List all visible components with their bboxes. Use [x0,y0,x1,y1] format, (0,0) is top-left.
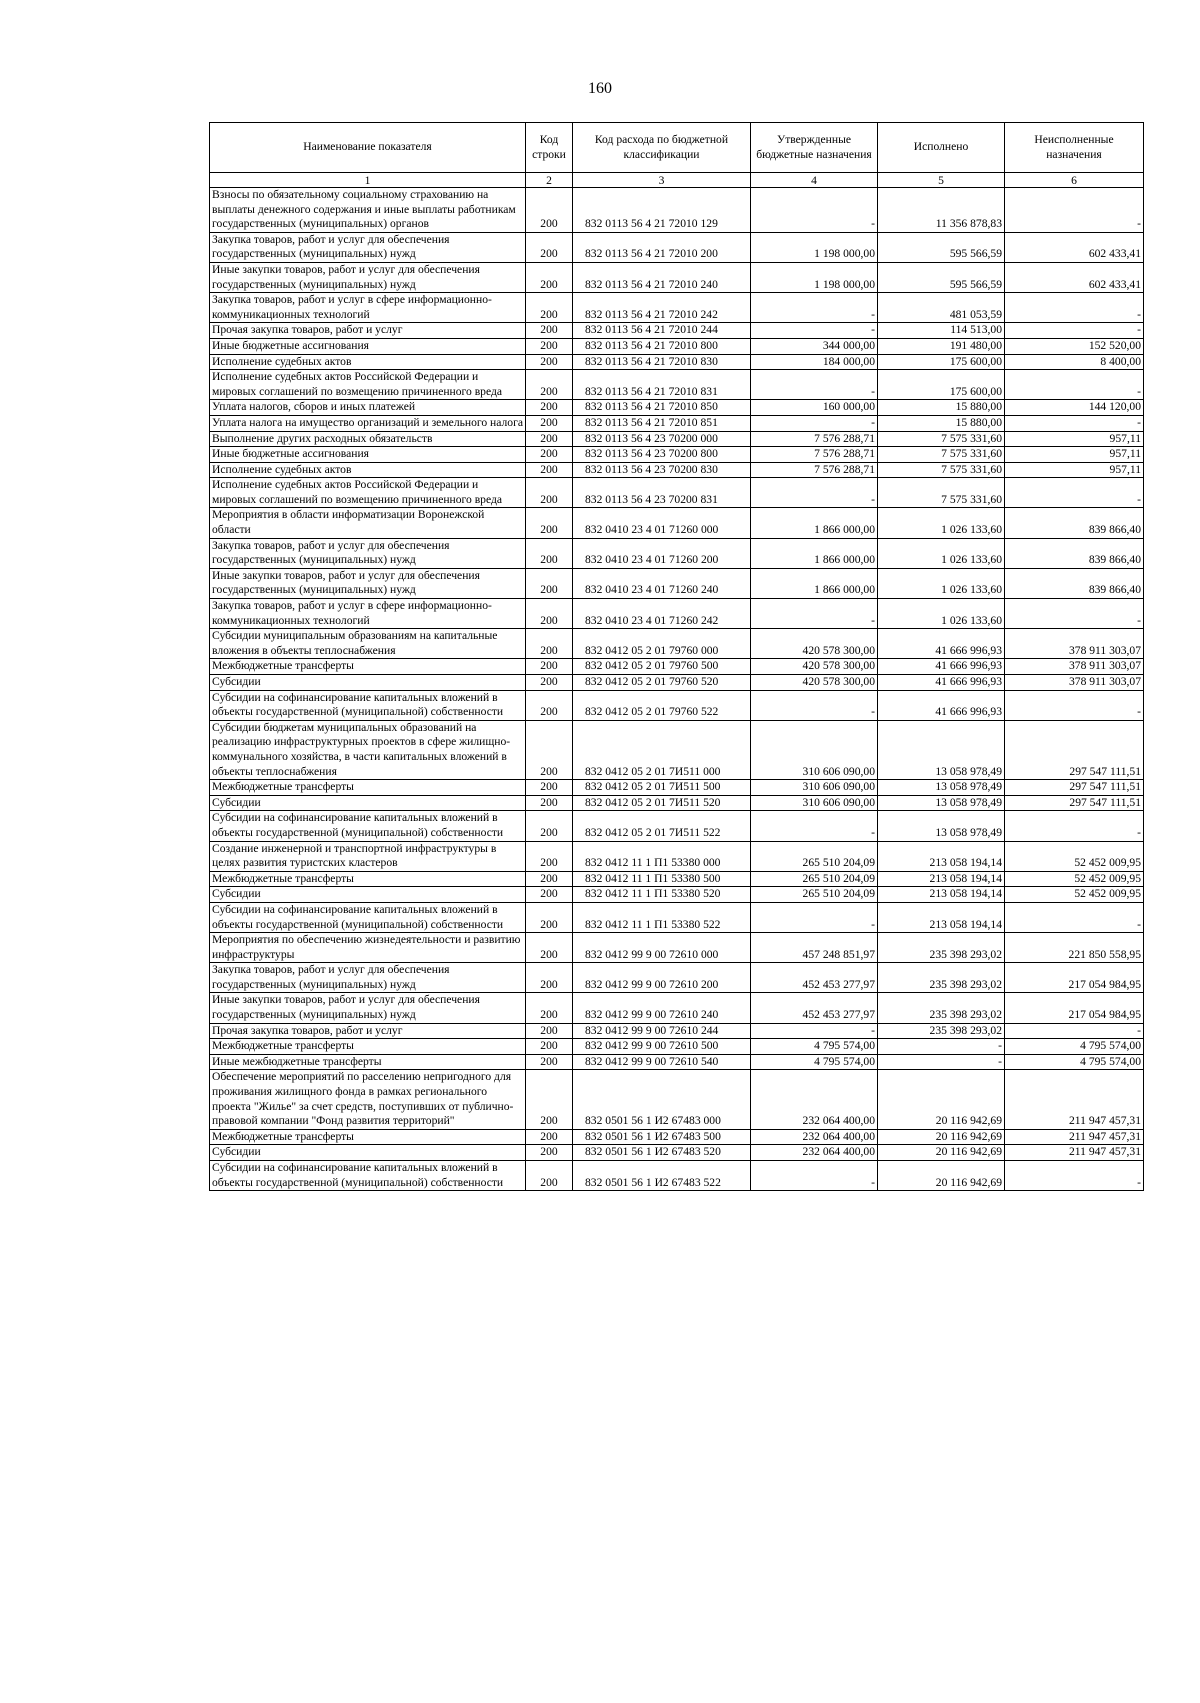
row-line-code: 200 [526,629,573,659]
row-unexecuted-amount: - [1005,293,1144,323]
row-unexecuted-amount: 52 452 009,95 [1005,871,1144,887]
row-approved-amount: - [751,293,878,323]
row-name: Исполнение судебных актов Российской Федерации и мировых соглашений по возмещению причиненного вреда [210,478,526,508]
row-name: Иные закупки товаров, работ и услуг для обеспечения государственных (муниципальных) нужд [210,568,526,598]
table-row [210,1039,1144,1055]
row-budget-code: 832 0113 56 4 21 72010 800 [573,338,751,354]
row-executed-amount: 13 058 978,49 [878,811,1005,841]
column-number: 2 [526,173,573,188]
table-row [210,1070,1144,1129]
row-name: Обеспечение мероприятий по расселению непригодного для проживания жилищного фонда в рамках регионального проекта "Жилье" за счет средств, поступивших от публично-правовой компании "Фонд развития территорий" [210,1070,526,1129]
row-unexecuted-amount: 297 547 111,51 [1005,720,1144,779]
row-unexecuted-amount: 378 911 303,07 [1005,659,1144,675]
table-row [210,478,1144,508]
row-approved-amount: 344 000,00 [751,338,878,354]
table-row [210,690,1144,720]
table-row [210,811,1144,841]
row-executed-amount: 235 398 293,02 [878,963,1005,993]
table-row [210,871,1144,887]
row-line-code: 200 [526,993,573,1023]
row-budget-code: 832 0412 05 2 01 79760 500 [573,659,751,675]
row-name: Иные межбюджетные трансферты [210,1054,526,1070]
row-budget-code: 832 0412 99 9 00 72610 500 [573,1039,751,1055]
row-budget-code: 832 0412 05 2 01 79760 522 [573,690,751,720]
row-budget-code: 832 0412 05 2 01 79760 000 [573,629,751,659]
row-unexecuted-amount: 602 433,41 [1005,232,1144,262]
row-executed-amount: 1 026 133,60 [878,568,1005,598]
row-line-code: 200 [526,887,573,903]
row-executed-amount: 13 058 978,49 [878,795,1005,811]
row-executed-amount: 20 116 942,69 [878,1145,1005,1161]
row-approved-amount: 7 576 288,71 [751,447,878,463]
row-name: Мероприятия в области информатизации Воронежской области [210,508,526,538]
row-name: Исполнение судебных актов [210,462,526,478]
row-name: Межбюджетные трансферты [210,1129,526,1145]
row-executed-amount: 595 566,59 [878,232,1005,262]
row-approved-amount: 1 866 000,00 [751,538,878,568]
row-executed-amount: 7 575 331,60 [878,462,1005,478]
row-unexecuted-amount: 297 547 111,51 [1005,780,1144,796]
row-unexecuted-amount: - [1005,415,1144,431]
row-budget-code: 832 0113 56 4 21 72010 129 [573,188,751,233]
row-approved-amount: 4 795 574,00 [751,1054,878,1070]
header-approved: Утвержденные бюджетные назначения [751,123,878,173]
row-name: Прочая закупка товаров, работ и услуг [210,1023,526,1039]
row-unexecuted-amount: 211 947 457,31 [1005,1129,1144,1145]
row-line-code: 200 [526,232,573,262]
row-budget-code: 832 0412 11 1 П1 53380 000 [573,841,751,871]
row-line-code: 200 [526,415,573,431]
row-name: Субсидии на софинансирование капитальных вложений в объекты государственной (муниципальной) собственности [210,1161,526,1191]
row-executed-amount: 213 058 194,14 [878,841,1005,871]
table-row [210,323,1144,339]
table-row [210,415,1144,431]
row-executed-amount: 7 575 331,60 [878,447,1005,463]
row-unexecuted-amount: - [1005,1023,1144,1039]
row-line-code: 200 [526,1023,573,1039]
row-executed-amount: 15 880,00 [878,400,1005,416]
row-budget-code: 832 0412 99 9 00 72610 244 [573,1023,751,1039]
row-unexecuted-amount: 144 120,00 [1005,400,1144,416]
row-unexecuted-amount: 378 911 303,07 [1005,629,1144,659]
row-line-code: 200 [526,963,573,993]
row-unexecuted-amount: 8 400,00 [1005,354,1144,370]
table-row [210,1129,1144,1145]
row-line-code: 200 [526,478,573,508]
table-row [210,400,1144,416]
row-executed-amount: 41 666 996,93 [878,629,1005,659]
column-number: 1 [210,173,526,188]
row-approved-amount: - [751,1161,878,1191]
row-executed-amount: 235 398 293,02 [878,993,1005,1023]
row-executed-amount: 20 116 942,69 [878,1129,1005,1145]
row-budget-code: 832 0410 23 4 01 71260 200 [573,538,751,568]
row-name: Межбюджетные трансферты [210,780,526,796]
row-executed-amount: 235 398 293,02 [878,933,1005,963]
header-unexecuted: Неисполненные назначения [1005,123,1144,173]
row-unexecuted-amount: 957,11 [1005,431,1144,447]
row-line-code: 200 [526,871,573,887]
table-row [210,933,1144,963]
row-approved-amount: 7 576 288,71 [751,462,878,478]
row-approved-amount: 265 510 204,09 [751,871,878,887]
row-unexecuted-amount: - [1005,1161,1144,1191]
row-unexecuted-amount: 217 054 984,95 [1005,963,1144,993]
row-unexecuted-amount: 957,11 [1005,462,1144,478]
row-budget-code: 832 0412 11 1 П1 53380 522 [573,902,751,932]
row-budget-code: 832 0113 56 4 21 72010 830 [573,354,751,370]
row-executed-amount: 13 058 978,49 [878,780,1005,796]
row-executed-amount: 114 513,00 [878,323,1005,339]
row-unexecuted-amount: 378 911 303,07 [1005,675,1144,691]
row-approved-amount: - [751,370,878,400]
row-name: Субсидии [210,1145,526,1161]
row-line-code: 200 [526,659,573,675]
row-line-code: 200 [526,354,573,370]
column-number-row [210,173,1144,188]
header-name: Наименование показателя [210,123,526,173]
row-name: Закупка товаров, работ и услуг в сфере информационно-коммуникационных технологий [210,599,526,629]
row-name: Исполнение судебных актов [210,354,526,370]
row-executed-amount: 213 058 194,14 [878,887,1005,903]
row-budget-code: 832 0113 56 4 23 70200 831 [573,478,751,508]
row-line-code: 200 [526,1039,573,1055]
row-budget-code: 832 0113 56 4 21 72010 244 [573,323,751,339]
table-row [210,462,1144,478]
table-row [210,1145,1144,1161]
row-unexecuted-amount: 602 433,41 [1005,262,1144,292]
row-approved-amount: 420 578 300,00 [751,675,878,691]
row-line-code: 200 [526,262,573,292]
row-approved-amount: 310 606 090,00 [751,780,878,796]
row-executed-amount: 41 666 996,93 [878,659,1005,675]
row-executed-amount: 213 058 194,14 [878,902,1005,932]
row-approved-amount: 420 578 300,00 [751,629,878,659]
header-budget-code: Код расхода по бюджетной классификации [573,123,751,173]
row-executed-amount: 213 058 194,14 [878,871,1005,887]
row-unexecuted-amount: 4 795 574,00 [1005,1039,1144,1055]
row-executed-amount: 15 880,00 [878,415,1005,431]
row-executed-amount: 175 600,00 [878,354,1005,370]
row-unexecuted-amount: 297 547 111,51 [1005,795,1144,811]
row-budget-code: 832 0113 56 4 21 72010 242 [573,293,751,323]
table-row [210,720,1144,779]
row-approved-amount: 310 606 090,00 [751,720,878,779]
row-unexecuted-amount: - [1005,478,1144,508]
row-approved-amount: - [751,323,878,339]
row-budget-code: 832 0412 05 2 01 7И511 500 [573,780,751,796]
row-executed-amount: 595 566,59 [878,262,1005,292]
row-name: Выполнение других расходных обязательств [210,431,526,447]
row-approved-amount: 232 064 400,00 [751,1145,878,1161]
row-executed-amount: 235 398 293,02 [878,1023,1005,1039]
row-name: Межбюджетные трансферты [210,871,526,887]
row-unexecuted-amount: 957,11 [1005,447,1144,463]
row-budget-code: 832 0410 23 4 01 71260 000 [573,508,751,538]
column-number: 3 [573,173,751,188]
row-budget-code: 832 0113 56 4 23 70200 800 [573,447,751,463]
table-row [210,232,1144,262]
column-number: 5 [878,173,1005,188]
row-approved-amount: 457 248 851,97 [751,933,878,963]
row-unexecuted-amount: 221 850 558,95 [1005,933,1144,963]
table-body [210,188,1144,1191]
row-budget-code: 832 0113 56 4 21 72010 850 [573,400,751,416]
row-budget-code: 832 0412 05 2 01 7И511 520 [573,795,751,811]
row-approved-amount: - [751,902,878,932]
row-budget-code: 832 0412 11 1 П1 53380 520 [573,887,751,903]
row-name: Иные бюджетные ассигнования [210,447,526,463]
table-row [210,1161,1144,1191]
row-approved-amount: 1 866 000,00 [751,568,878,598]
table-row [210,599,1144,629]
row-approved-amount: 265 510 204,09 [751,841,878,871]
row-unexecuted-amount: 52 452 009,95 [1005,841,1144,871]
row-approved-amount: 452 453 277,97 [751,993,878,1023]
table-row [210,370,1144,400]
row-name: Межбюджетные трансферты [210,1039,526,1055]
table-row [210,293,1144,323]
row-approved-amount: - [751,415,878,431]
table-row [210,841,1144,871]
row-executed-amount: 1 026 133,60 [878,599,1005,629]
row-unexecuted-amount: - [1005,811,1144,841]
row-unexecuted-amount: 152 520,00 [1005,338,1144,354]
table-row [210,538,1144,568]
row-approved-amount: 1 866 000,00 [751,508,878,538]
row-name: Субсидии бюджетам муниципальных образований на реализацию инфраструктурных проектов в сфере жилищно-коммунального хозяйства, в части капитальных вложений в объекты теплоснабжения [210,720,526,779]
row-unexecuted-amount: 4 795 574,00 [1005,1054,1144,1070]
row-name: Иные закупки товаров, работ и услуг для обеспечения государственных (муниципальных) нужд [210,262,526,292]
row-line-code: 200 [526,795,573,811]
row-approved-amount: 4 795 574,00 [751,1039,878,1055]
row-budget-code: 832 0412 99 9 00 72610 200 [573,963,751,993]
row-unexecuted-amount: 839 866,40 [1005,508,1144,538]
row-executed-amount: 1 026 133,60 [878,538,1005,568]
row-budget-code: 832 0412 99 9 00 72610 540 [573,1054,751,1070]
row-name: Прочая закупка товаров, работ и услуг [210,323,526,339]
row-line-code: 200 [526,841,573,871]
row-budget-code: 832 0501 56 1 И2 67483 522 [573,1161,751,1191]
table-header-row [210,123,1144,173]
row-line-code: 200 [526,538,573,568]
budget-execution-table [209,122,1144,1191]
row-name: Создание инженерной и транспортной инфраструктуры в целях развития туристских кластеров [210,841,526,871]
table-row [210,902,1144,932]
table-row [210,629,1144,659]
table-row [210,887,1144,903]
table-row [210,354,1144,370]
table-row [210,675,1144,691]
row-executed-amount: 191 480,00 [878,338,1005,354]
row-approved-amount: 420 578 300,00 [751,659,878,675]
row-budget-code: 832 0113 56 4 23 70200 830 [573,462,751,478]
table-row [210,963,1144,993]
row-line-code: 200 [526,568,573,598]
row-approved-amount: 452 453 277,97 [751,963,878,993]
row-line-code: 200 [526,599,573,629]
row-unexecuted-amount: 839 866,40 [1005,568,1144,598]
row-name: Иные бюджетные ассигнования [210,338,526,354]
row-executed-amount: 20 116 942,69 [878,1161,1005,1191]
row-name: Субсидии на софинансирование капитальных вложений в объекты государственной (муниципальной) собственности [210,690,526,720]
row-line-code: 200 [526,1054,573,1070]
row-approved-amount: 1 198 000,00 [751,262,878,292]
table-row [210,431,1144,447]
row-executed-amount: 20 116 942,69 [878,1070,1005,1129]
row-name: Исполнение судебных актов Российской Федерации и мировых соглашений по возмещению причиненного вреда [210,370,526,400]
row-line-code: 200 [526,462,573,478]
row-budget-code: 832 0412 99 9 00 72610 240 [573,993,751,1023]
row-approved-amount: - [751,811,878,841]
table-row [210,188,1144,233]
row-name: Межбюджетные трансферты [210,659,526,675]
row-unexecuted-amount: - [1005,370,1144,400]
row-budget-code: 832 0113 56 4 21 72010 851 [573,415,751,431]
row-approved-amount: 265 510 204,09 [751,887,878,903]
row-unexecuted-amount: - [1005,188,1144,233]
row-line-code: 200 [526,431,573,447]
row-name: Взносы по обязательному социальному страхованию на выплаты денежного содержания и иные выплаты работникам государственных (муниципальных) органов [210,188,526,233]
row-line-code: 200 [526,780,573,796]
table-row [210,993,1144,1023]
row-line-code: 200 [526,1161,573,1191]
row-line-code: 200 [526,400,573,416]
page-number: 160 [588,80,612,97]
row-approved-amount: - [751,478,878,508]
row-line-code: 200 [526,293,573,323]
column-number: 4 [751,173,878,188]
row-unexecuted-amount: - [1005,323,1144,339]
row-budget-code: 832 0113 56 4 21 72010 831 [573,370,751,400]
row-name: Мероприятия по обеспечению жизнедеятельности и развитию инфраструктуры [210,933,526,963]
row-unexecuted-amount: 52 452 009,95 [1005,887,1144,903]
row-line-code: 200 [526,933,573,963]
row-line-code: 200 [526,720,573,779]
row-unexecuted-amount: - [1005,902,1144,932]
row-name: Иные закупки товаров, работ и услуг для обеспечения государственных (муниципальных) нужд [210,993,526,1023]
row-unexecuted-amount: - [1005,599,1144,629]
row-name: Закупка товаров, работ и услуг для обеспечения государственных (муниципальных) нужд [210,538,526,568]
table-row [210,262,1144,292]
header-executed: Исполнено [878,123,1005,173]
table-row [210,659,1144,675]
row-line-code: 200 [526,1129,573,1145]
row-budget-code: 832 0412 05 2 01 79760 520 [573,675,751,691]
row-line-code: 200 [526,1145,573,1161]
row-executed-amount: 1 026 133,60 [878,508,1005,538]
row-budget-code: 832 0412 05 2 01 7И511 522 [573,811,751,841]
row-executed-amount: 7 575 331,60 [878,431,1005,447]
row-budget-code: 832 0501 56 1 И2 67483 500 [573,1129,751,1145]
row-executed-amount: 41 666 996,93 [878,675,1005,691]
row-line-code: 200 [526,338,573,354]
row-approved-amount: 1 198 000,00 [751,232,878,262]
table-row [210,568,1144,598]
row-executed-amount: 481 053,59 [878,293,1005,323]
row-budget-code: 832 0412 99 9 00 72610 000 [573,933,751,963]
row-name: Закупка товаров, работ и услуг для обеспечения государственных (муниципальных) нужд [210,232,526,262]
row-name: Субсидии на софинансирование капитальных вложений в объекты государственной (муниципальной) собственности [210,811,526,841]
row-unexecuted-amount: - [1005,690,1144,720]
column-number: 6 [1005,173,1144,188]
row-budget-code: 832 0113 56 4 23 70200 000 [573,431,751,447]
row-executed-amount: 175 600,00 [878,370,1005,400]
row-approved-amount: - [751,188,878,233]
row-budget-code: 832 0501 56 1 И2 67483 520 [573,1145,751,1161]
row-name: Субсидии муниципальным образованиям на капитальные вложения в объекты теплоснабжения [210,629,526,659]
row-executed-amount: 7 575 331,60 [878,478,1005,508]
row-line-code: 200 [526,370,573,400]
row-line-code: 200 [526,508,573,538]
table-row [210,1054,1144,1070]
row-approved-amount: 232 064 400,00 [751,1070,878,1129]
row-name: Субсидии [210,887,526,903]
row-budget-code: 832 0412 05 2 01 7И511 000 [573,720,751,779]
row-executed-amount: 11 356 878,83 [878,188,1005,233]
row-approved-amount: 7 576 288,71 [751,431,878,447]
row-line-code: 200 [526,902,573,932]
row-approved-amount: 232 064 400,00 [751,1129,878,1145]
row-line-code: 200 [526,188,573,233]
table-row [210,508,1144,538]
row-approved-amount: 184 000,00 [751,354,878,370]
row-approved-amount: 160 000,00 [751,400,878,416]
row-name: Закупка товаров, работ и услуг в сфере информационно-коммуникационных технологий [210,293,526,323]
row-budget-code: 832 0410 23 4 01 71260 240 [573,568,751,598]
row-name: Уплата налога на имущество организаций и земельного налога [210,415,526,431]
row-executed-amount: - [878,1039,1005,1055]
row-approved-amount: - [751,690,878,720]
row-budget-code: 832 0113 56 4 21 72010 200 [573,232,751,262]
row-budget-code: 832 0501 56 1 И2 67483 000 [573,1070,751,1129]
row-name: Субсидии [210,675,526,691]
row-line-code: 200 [526,1070,573,1129]
row-unexecuted-amount: 839 866,40 [1005,538,1144,568]
table-row [210,795,1144,811]
row-budget-code: 832 0113 56 4 21 72010 240 [573,262,751,292]
row-line-code: 200 [526,675,573,691]
row-name: Субсидии [210,795,526,811]
row-approved-amount: 310 606 090,00 [751,795,878,811]
row-approved-amount: - [751,599,878,629]
row-line-code: 200 [526,447,573,463]
row-line-code: 200 [526,690,573,720]
row-budget-code: 832 0412 11 1 П1 53380 500 [573,871,751,887]
row-name: Уплата налогов, сборов и иных платежей [210,400,526,416]
row-line-code: 200 [526,811,573,841]
row-approved-amount: - [751,1023,878,1039]
row-name: Закупка товаров, работ и услуг для обеспечения государственных (муниципальных) нужд [210,963,526,993]
row-name: Субсидии на софинансирование капитальных вложений в объекты государственной (муниципальной) собственности [210,902,526,932]
row-executed-amount: 41 666 996,93 [878,690,1005,720]
row-unexecuted-amount: 211 947 457,31 [1005,1070,1144,1129]
row-line-code: 200 [526,323,573,339]
table-row [210,1023,1144,1039]
header-line-code: Код строки [526,123,573,173]
row-unexecuted-amount: 217 054 984,95 [1005,993,1144,1023]
row-unexecuted-amount: 211 947 457,31 [1005,1145,1144,1161]
table-row [210,338,1144,354]
row-executed-amount: - [878,1054,1005,1070]
row-executed-amount: 13 058 978,49 [878,720,1005,779]
table-row [210,447,1144,463]
row-budget-code: 832 0410 23 4 01 71260 242 [573,599,751,629]
table-row [210,780,1144,796]
